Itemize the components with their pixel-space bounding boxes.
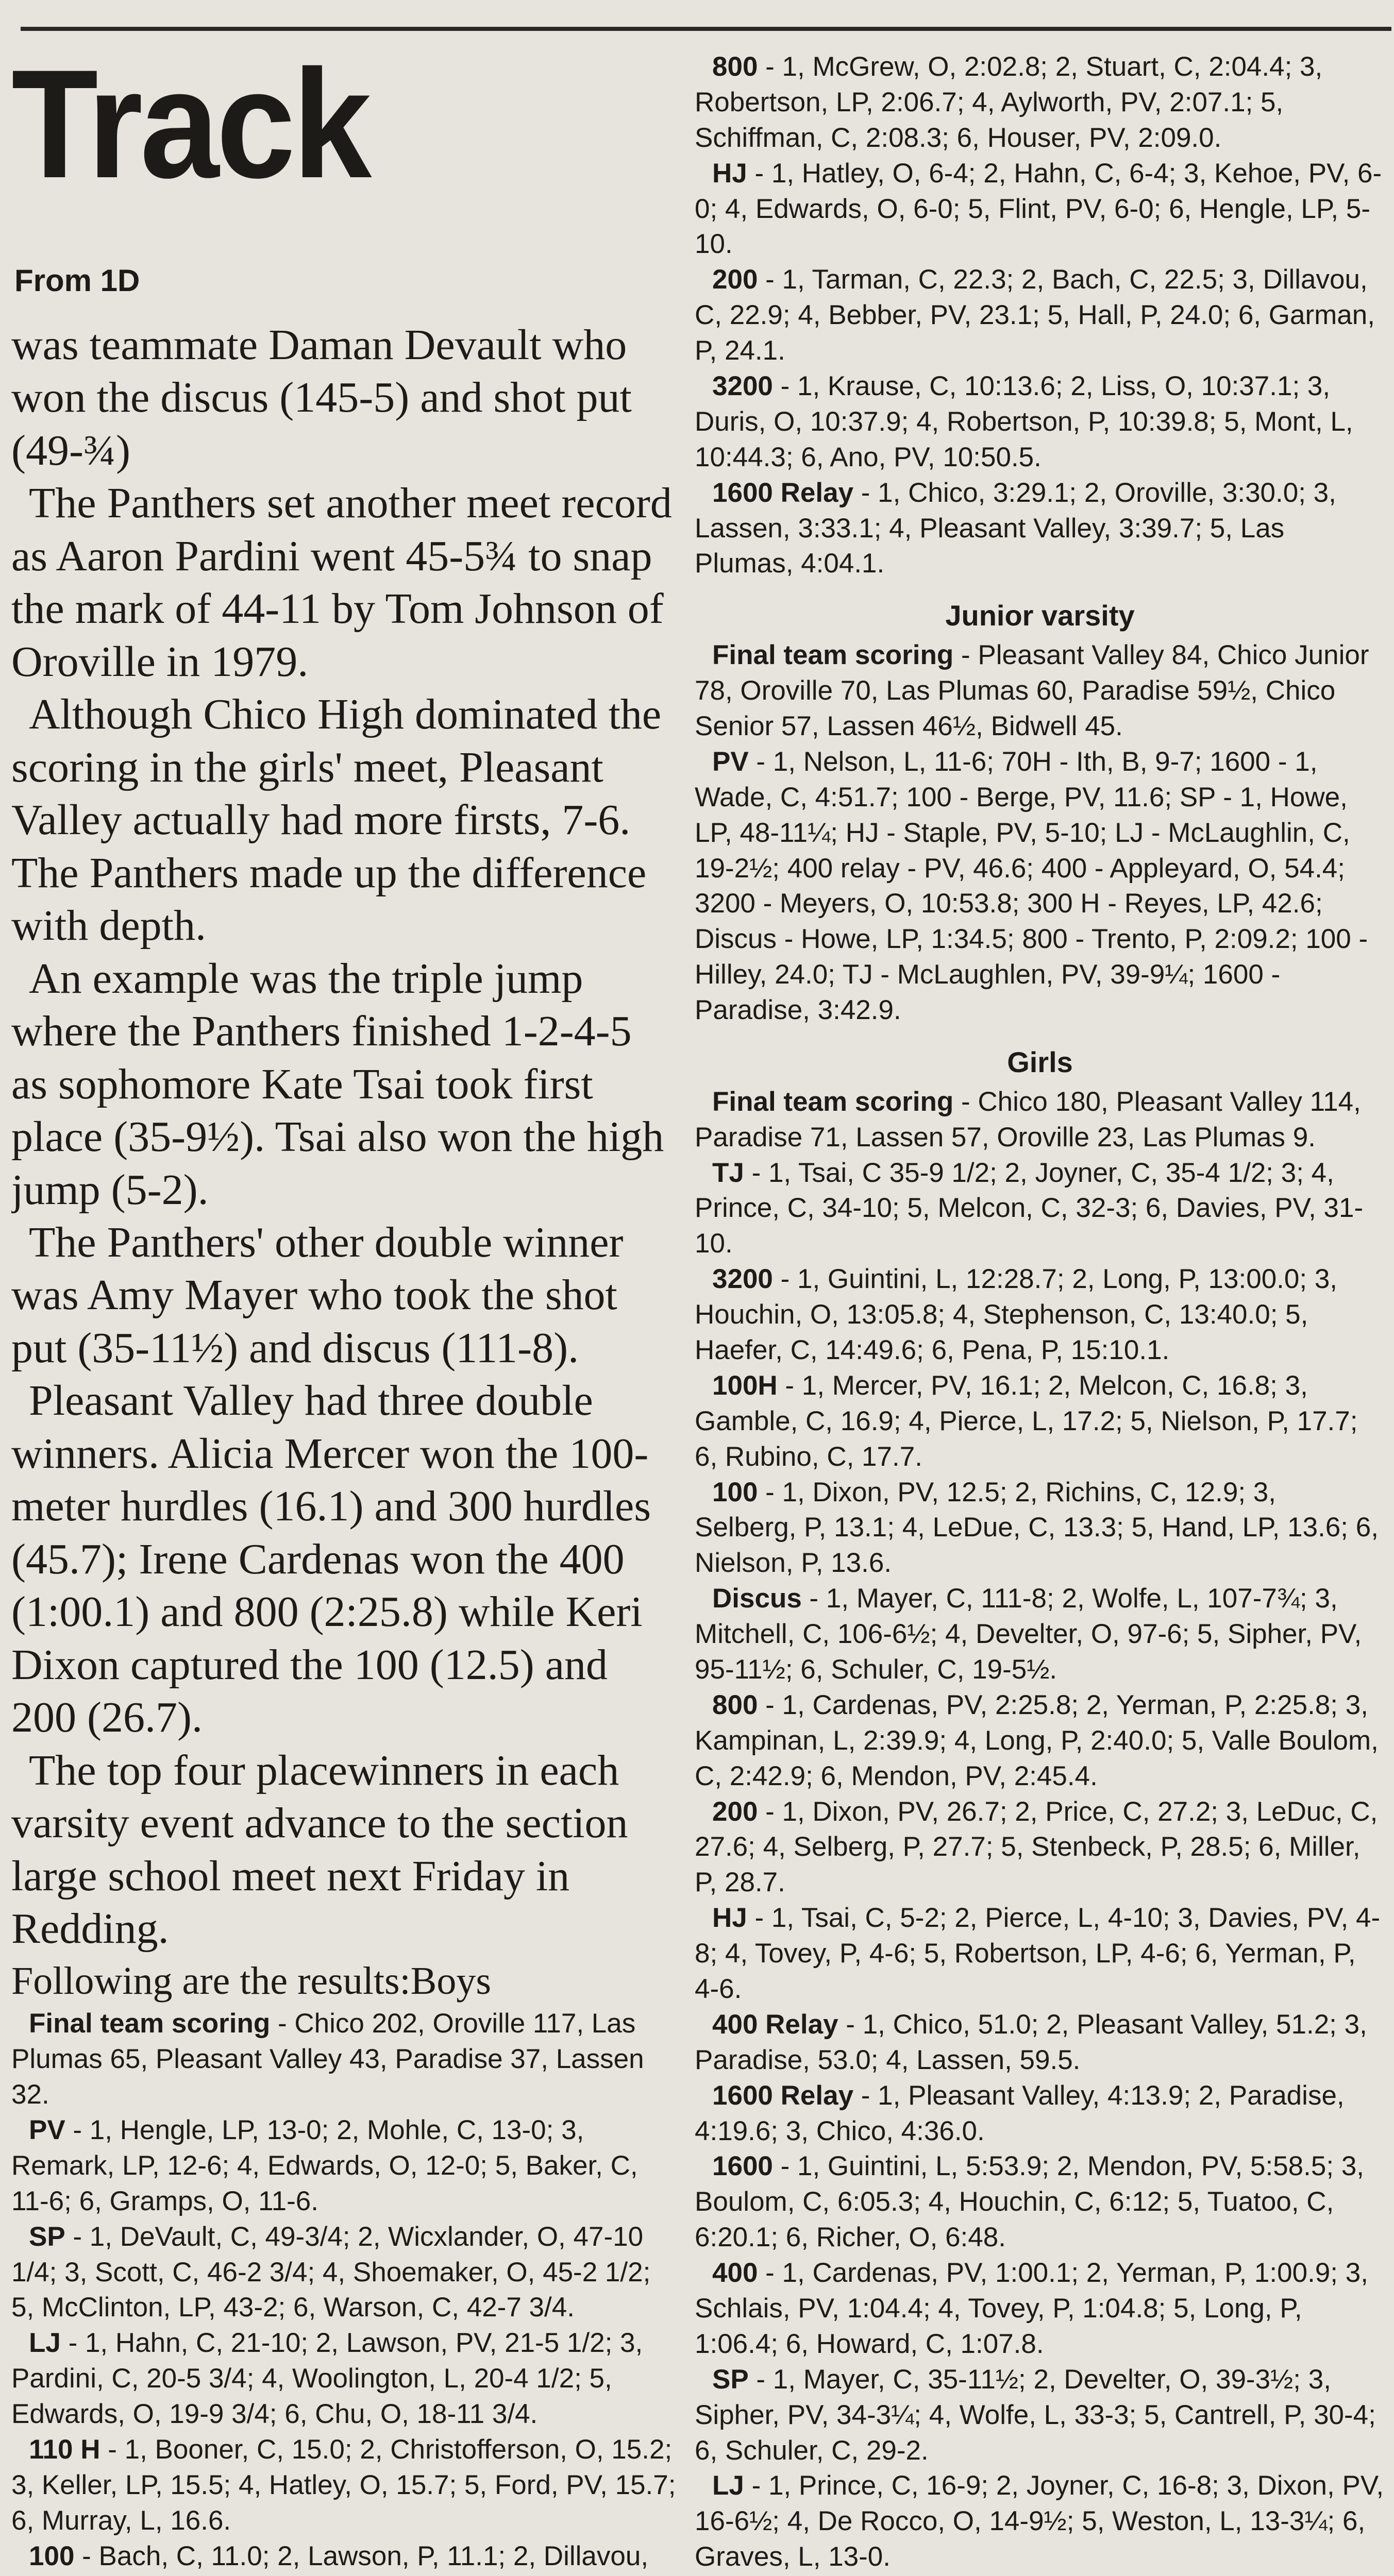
boys-results-continued [695,49,1385,582]
result-entry [695,1688,1385,1794]
story-paragraph: The Panthers set another meet record as Aaron Pardini went 45-5¾ to snap the mark of 44-11 by Tom Johnson of Oroville in 1979. [11,479,672,686]
result-text: - Pleasant Valley 84, Chico Junior 78, Oroville 70, Las Plumas 60, Paradise 59½, Chico Senior 57, Lassen 46½, Bidwell 45. [695,640,1369,741]
result-entry [695,638,1385,744]
result-event: LJ [29,2328,61,2359]
result-text: - 1, Hengle, LP, 13-0; 2, Mohle, C, 13-0; 3, Remark, LP, 12-6; 4, Edwards, O, 12-0; 5, Baker, C, 11-6; 6, Gramps, O, 11-6. [11,2115,638,2216]
result-event: 3200 [712,371,773,402]
result-event: 200 [712,264,758,295]
story-paragraph: was teammate Daman Devault who won the discus (145-5) and shot put (49-¾) [11,321,632,474]
results-lead [11,1956,676,2007]
result-entry [695,1156,1385,1262]
result-event: LJ [712,2470,744,2501]
result-text: - 1, Mayer, C, 111-8; 2, Wolfe, L, 107-7¾; 3, Mitchell, C, 106-6½; 4, Develter, O, 97-6; 5, Sipher, PV, 95-11½; 6, Schuler, C, 19-5½. [695,1583,1362,1685]
story-paragraph: Although Chico High dominated the scoring in the girls' meet, Pleasant Valley actually had more firsts, 7-6. The Panthers made up the difference with depth. [11,690,662,950]
result-entry [695,2468,1385,2575]
story-paragraph: The top four placewinners in each varsity event advance to the section large school meet next Friday in Redding. [11,1746,628,1953]
result-event: Final team scoring [29,2008,271,2039]
result-text: - 1, Booner, C, 15.0; 2, Christofferson, O, 15.2; 3, Keller, LP, 15.5; 4, Hatley, O, 15.7; 5, Ford, PV, 15.7; 6, Murray, L, 16.6. [11,2434,676,2536]
result-text: - 1, Nelson, L, 11-6; 70H - Ith, B, 9-7; 1600 - 1, Wade, C, 4:51.7; 100 - Berge, PV, 11.6; SP - 1, Howe, LP, 48-11¼; HJ - Staple, PV, 5-10; LJ - McLaughlin, C, 19-2½; 400 relay - PV, 46.6; 400 - Appleyard, O, 54.4; 3200 - Meyers, O, 10:53.8; 300 H - Reyes, LP, 42.6; Discus - Howe, LP, 1:34.5; 800 - Trento, P, 2:09.2; 100 - Hilley, 24.0; TJ - McLaughlen, PV, 39-9¼; 1600 - Paradise, 3:42.9. [695,746,1368,1026]
result-entry [695,1581,1385,1688]
result-text: - 1, Guintini, L, 5:53.9; 2, Mendon, PV, 5:58.5; 3, Boulom, C, 6:05.3; 4, Houchin, C, 6:12; 5, Tuatoo, C, 6:20.1; 6, Richer, O, 6:48. [695,2151,1365,2253]
headline: Track [11,46,369,210]
result-entry [11,2432,676,2539]
result-event: 3200 [712,1264,773,1295]
result-entry [695,156,1385,263]
result-text: - 1, Tarman, C, 22.3; 2, Bach, C, 22.5; 3, Dillavou, C, 22.9; 4, Bebber, PV, 23.1; 5, Hall, P, 24.0; 6, Garman, P, 24.1. [695,264,1375,366]
story-paragraph: An example was the triple jump where the Panthers finished 1-2-4-5 as sophomore Kate Tsai took first place (35-9½). Tsai also won the high jump (5-2). [11,954,664,1214]
result-event: 100H [712,1370,778,1401]
story-paragraph: The Panthers' other double winner was Amy Mayer who took the shot put (35-11½) and discus (111-8). [11,1218,624,1372]
result-event: 400 Relay [712,2009,838,2040]
result-text: - 1, Mercer, PV, 16.1; 2, Melcon, C, 16.8; 3, Gamble, C, 16.9; 4, Pierce, L, 17.2; 5, Nielson, P, 17.7; 6, Rubino, C, 17.7. [695,1370,1358,1472]
result-event: 100 [29,2540,75,2571]
story-paragraph: Pleasant Valley had three double winners. Alicia Mercer won the 100-meter hurdles (16.1) and 300 hurdles (45.7); Irene Cardenas won the 400 (1:00.1) and 800 (2:25.8) while Keri Dixon captured the 100 (12.5) and 200 (26.7). [11,1377,651,1742]
girls-heading: Girls [1007,1045,1073,1078]
result-event: 200 [712,1796,758,1827]
result-text: - 1, Krause, C, 10:13.6; 2, Liss, O, 10:37.1; 3, Duris, O, 10:37.9; 4, Robertson, P, 10:39.8; 5, Mont, L, 10:44.3; 6, Ano, PV, 10:50.5. [695,371,1353,472]
result-text: - 1, Hahn, C, 21-10; 2, Lawson, PV, 21-5 1/2; 3, Pardini, C, 20-5 3/4; 4, Woolington, L, 20-4 1/2; 5, Edwards, O, 19-9 3/4; 6, Chu, O, 18-11 3/4. [11,2328,643,2430]
left-column [11,46,676,2576]
result-entry [695,2007,1385,2078]
result-entry [695,1262,1385,1368]
result-entry [695,49,1385,156]
result-entry [695,1084,1385,1156]
result-entry [695,2149,1385,2256]
result-text: - 1, Dixon, PV, 26.7; 2, Price, C, 27.2; 3, LeDuc, C, 27.6; 4, Selberg, P, 27.7; 5, Stenbeck, P, 28.5; 6, Miller, P, 28.7. [695,1796,1378,1898]
result-entry [11,2113,676,2219]
story-body [11,319,676,1956]
result-text: - 1, DeVault, C, 49-3/4; 2, Wicxlander, O, 47-10 1/4; 3, Scott, C, 46-2 3/4; 4, Shoemaker, O, 45-2 1/2; 5, McClinton, LP, 43-2; 6, Warson, C, 42-7 3/4. [11,2221,651,2323]
result-event: HJ [712,158,747,189]
result-text: - 1, Prince, C, 16-9; 2, Joyner, C, 16-8; 3, Dixon, PV, 16-6½; 4, De Rocco, O, 14-9½; 5, Weston, L, 13-3¼; 6, Graves, L, 13-0. [695,2470,1384,2572]
result-event: 800 [712,52,758,82]
result-text: - 1, Chico, 3:29.1; 2, Oroville, 3:30.0; 3, Lassen, 3:33.1; 4, Pleasant Valley, 3:39.7; 5, Las Plumas, 4:04.1. [695,477,1336,579]
result-entry [695,2256,1385,2362]
result-event: 1600 Relay [712,477,854,508]
result-entry [695,2362,1385,2469]
result-text: - 1, Guintini, L, 12:28.7; 2, Long, P, 13:00.0; 3, Houchin, O, 13:05.8; 4, Stephenson, C, 13:40.0; 5, Haefer, C, 14:49.6; 6, Pena, P, 15:10.1. [695,1264,1338,1365]
result-event: HJ [712,1903,747,1934]
top-rule [21,27,1391,31]
result-event: 1600 Relay [712,2080,854,2111]
result-entry [695,476,1385,582]
boys-label: Boys [410,1959,491,2003]
result-text: - 1, Cardenas, PV, 2:25.8; 2, Yerman, P, 2:25.8; 3, Kampinan, L, 2:39.9; 4, Long, P, 2:40.0; 5, Valle Boulom, C, 2:42.9; 6, Mendon, PV, 2:45.4. [695,1689,1379,1791]
result-text: - 1, Pleasant Valley, 4:13.9; 2, Paradise, 4:19.6; 3, Chico, 4:36.0. [695,2080,1345,2146]
result-entry [695,744,1385,1028]
result-event: 100 [712,1477,758,1507]
result-text: - 1, McGrew, O, 2:02.8; 2, Stuart, C, 2:04.4; 3, Robertson, LP, 2:06.7; 4, Aylworth, PV, 2:07.1; 5, Schiffman, C, 2:08.3; 6, Houser, PV, 2:09.0. [695,52,1323,153]
jv-results-list [695,638,1385,1028]
result-entry [695,369,1385,476]
result-entry [11,2539,676,2576]
result-event: TJ [712,1157,744,1188]
result-text: - 1, Dixon, PV, 12.5; 2, Richins, C, 12.9; 3, Selberg, P, 13.1; 4, LeDue, C, 13.3; 5, Hand, LP, 13.6; 6, Nielson, P, 13.6. [695,1477,1379,1579]
right-column [695,49,1385,2576]
results-boys [11,1956,676,2576]
result-entry [695,1368,1385,1475]
result-event: 800 [712,1689,758,1720]
result-entry [695,1794,1385,1901]
result-event: 400 [712,2258,758,2289]
result-entry [695,1475,1385,1582]
result-text: - 1, Tsai, C, 5-2; 2, Pierce, L, 4-10; 3, Davies, PV, 4-8; 4, Tovey, P, 4-6; 5, Robertson, LP, 4-6; 6, Yerman, P, 4-6. [695,1903,1381,2005]
results-continued [695,49,1385,2576]
result-entry [695,262,1385,369]
result-text: - Chico 180, Pleasant Valley 114, Paradise 71, Lassen 57, Oroville 23, Las Plumas 9. [695,1086,1361,1153]
result-text: - 1, Mayer, C, 35-11½; 2, Develter, O, 39-3½; 3, Sipher, PV, 34-3¼; 4, Wolfe, L, 33-3; 5, Cantrell, P, 30-4; 6, Schuler, C, 29-2. [695,2364,1376,2466]
result-entry [11,2219,676,2326]
jv-heading: Junior varsity [945,599,1135,632]
result-text: - 1, Chico, 51.0; 2, Pleasant Valley, 51.2; 3, Paradise, 53.0; 4, Lassen, 59.5. [695,2009,1367,2075]
girls-results-list [695,1084,1385,2576]
result-text: - 1, Tsai, C 35-9 1/2; 2, Joyner, C, 35-4 1/2; 3; 4, Prince, C, 34-10; 5, Melcon, C, 32-3; 6, Davies, PV, 31-10. [695,1157,1364,1259]
result-event: 1600 [712,2151,773,2182]
result-event: PV [29,2115,65,2145]
result-entry [695,2078,1385,2149]
result-text: - Bach, C, 11.0; 2, Lawson, P, 11.1; 2, Dillavou, [82,2540,649,2571]
result-event: Final team scoring [712,1086,954,1117]
boys-results-list [11,2006,676,2576]
result-text: - 1, Hatley, O, 6-4; 2, Hahn, C, 6-4; 3, Kehoe, PV, 6-0; 4, Edwards, O, 6-0; 5, Flint, PV, 6-0; 6, Hengle, LP, 5-10. [695,158,1382,260]
result-entry [11,2326,676,2432]
result-text: - Chico 202, Oroville 117, Las Plumas 65, Pleasant Valley 43, Paradise 37, Lassen 32. [11,2008,644,2110]
result-event: SP [29,2221,65,2252]
result-event: Final team scoring [712,640,954,671]
result-entry [695,1901,1385,2007]
result-entry [11,2006,676,2113]
result-event: PV [712,746,749,777]
result-event: 110 H [29,2434,100,2465]
result-text: - 1, Cardenas, PV, 1:00.1; 2, Yerman, P, 1:00.9; 3, Schlais, PV, 1:04.4; 4, Tovey, P, 1:04.8; 5, Long, P, 1:06.4; 6, Howard, C, 1:07.8. [695,2258,1368,2359]
results-lead-text: Following are the results: [11,1959,411,2003]
jump-line: From 1D [14,263,140,298]
result-event: Discus [712,1583,802,1614]
result-event: SP [712,2364,749,2395]
